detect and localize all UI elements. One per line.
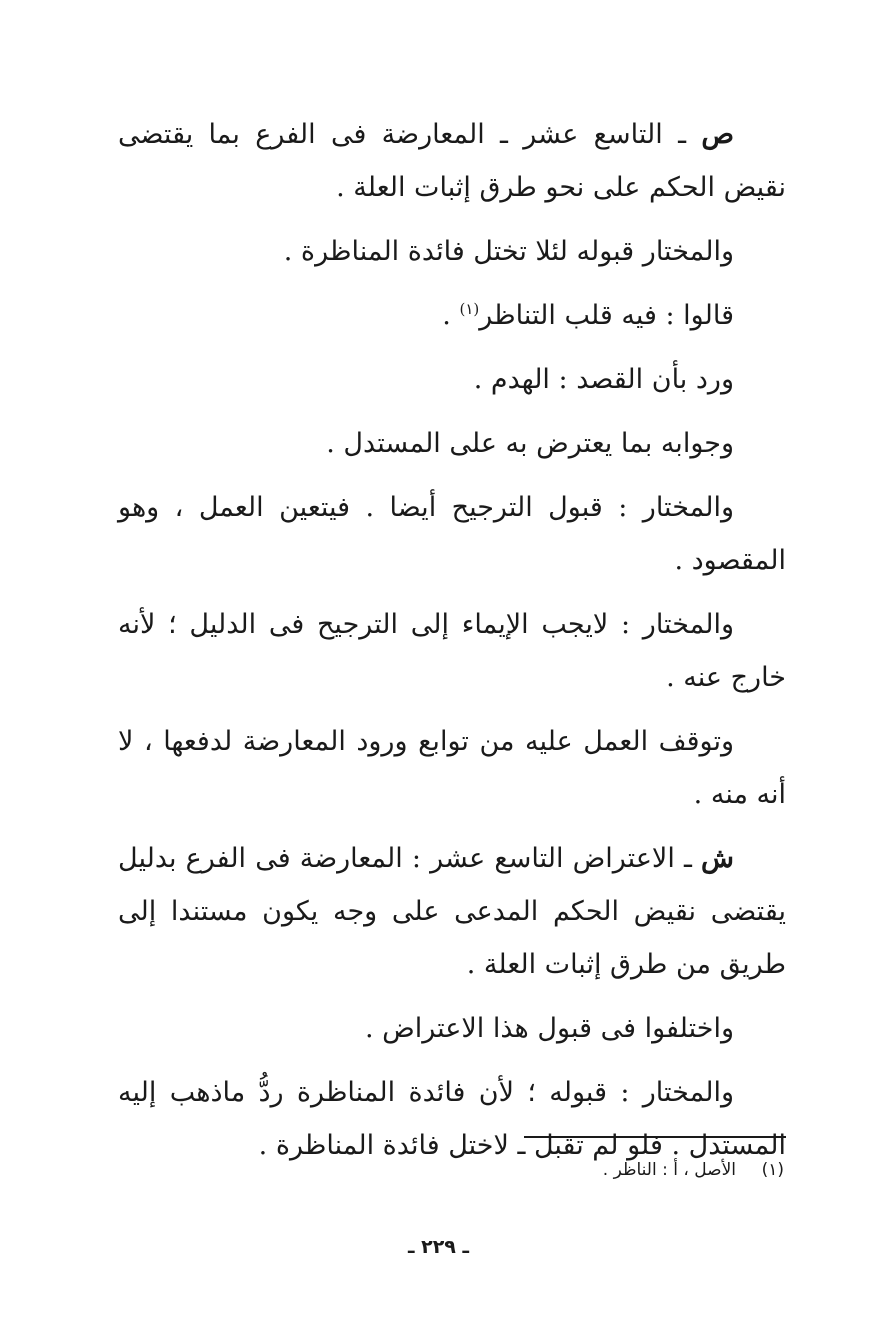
paragraph-4	[118, 353, 786, 406]
section-marker-sad: ص	[701, 119, 734, 150]
footnote-reference: (١)	[459, 300, 480, 318]
paragraph-1	[118, 108, 786, 214]
paragraph-text: واختلفوا فى قبول هذا الاعتراض .	[364, 1013, 734, 1044]
paragraph-text: ـ التاسع عشر ـ المعارضة فى الفرع بما يقتضى نقيض الحكم على نحو طرق إثبات العلة .	[118, 119, 786, 203]
paragraph-text: ورد بأن القصد : الهدم .	[473, 364, 734, 395]
main-text	[118, 108, 786, 1183]
paragraph-8	[118, 715, 786, 821]
paragraph-6	[118, 481, 786, 587]
paragraph-text: والمختار : قبول الترجيح أيضا . فيتعين العمل ، وهو المقصود .	[118, 492, 786, 576]
paragraph-text: قالوا : فيه قلب التناظر	[479, 300, 734, 331]
paragraph-text-end: .	[442, 300, 460, 331]
footnote	[264, 1156, 784, 1184]
paragraph-text: وجوابه بما يعترض به على المستدل .	[326, 428, 734, 459]
paragraph-5	[118, 417, 786, 470]
page-number: ـ ٢٢٩ ـ	[407, 1236, 469, 1258]
paragraph-text: والمختار قبوله لئلا تختل فائدة المناظرة .	[283, 236, 734, 267]
paragraph-text: وتوقف العمل عليه من توابع ورود المعارضة لدفعها ، لا أنه منه .	[118, 726, 786, 810]
paragraph-7	[118, 598, 786, 704]
footnote-number: (١)	[761, 1160, 784, 1180]
paragraph-text: ـ الاعتراض التاسع عشر : المعارضة فى الفرع بدليل يقتضى نقيض الحكم المدعى على وجه يكون مستندا إلى طريق من طرق إثبات العلة .	[118, 843, 786, 980]
paragraph-9	[118, 832, 786, 991]
paragraph-text: والمختار : لايجب الإيماء إلى الترجيح فى الدليل ؛ لأنه خارج عنه .	[118, 609, 786, 693]
section-marker-shin: ش	[701, 843, 734, 874]
footnote-divider	[524, 1136, 786, 1138]
footnote-text: الأصل ، أ : الناظر .	[602, 1160, 736, 1180]
paragraph-3	[118, 289, 786, 342]
paragraph-2	[118, 225, 786, 278]
paragraph-10	[118, 1002, 786, 1055]
paragraph-text: والمختار : قبوله ؛ لأن فائدة المناظرة ردُّ ماذهب إليه المستدل . فلو لم تقبل ـ لاختل فائدة المناظرة .	[118, 1077, 786, 1161]
